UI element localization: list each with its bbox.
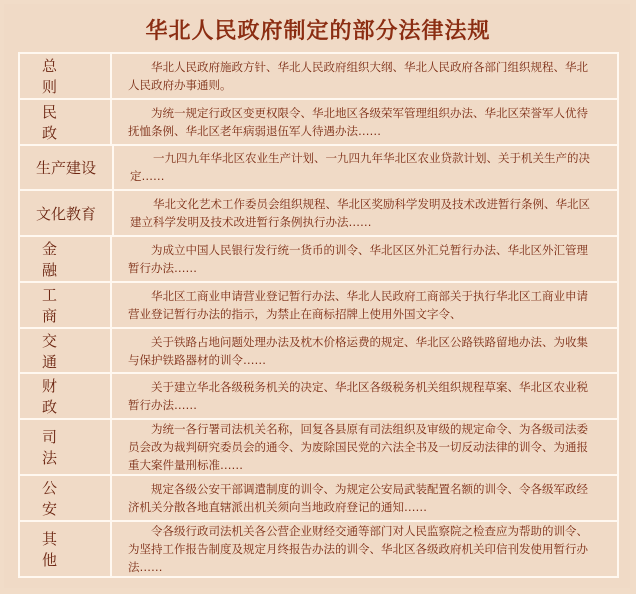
category-label: 财政	[20, 374, 112, 418]
page-title: 华北人民政府制定的部分法律法规	[145, 19, 491, 44]
category-label: 司法	[20, 420, 112, 474]
category-label: 文化教育	[20, 191, 114, 235]
law-list-text: 一九四九年华北区农业生产计划、一九四九年华北区农业贷款计划、关于机关生产的决定……	[130, 151, 590, 184]
table-row	[20, 189, 617, 235]
table-row	[20, 54, 617, 98]
category-label: 总则	[20, 54, 112, 98]
table-row	[20, 98, 617, 144]
table-row	[20, 144, 617, 190]
law-list-text: 华北文化艺术工作委员会组织规程、华北区奖励科学发明及技术改进暂行条例、华北区建立科学发明及技术改进暂行条例执行办法……	[130, 197, 590, 230]
table-row	[20, 474, 617, 520]
category-label: 交通	[20, 329, 112, 373]
law-list-text: 令各级行政司法机关各公营企业财经交通等部门对人民监察院之检查应为帮助的训令、为坚持工作报告制度及规定月终报告办法的训令、华北区各级政府机关印信刊发使用暂行办法……	[128, 524, 588, 575]
law-list-text: 为成立中国人民银行发行统一货币的训令、华北区区外汇兑暂行办法、华北区外汇管理暂行办法……	[128, 243, 588, 276]
law-list-text: 规定各级公安干部调遣制度的训令、为规定公安局武装配置名额的训令、令各级军政经济机关分散各地直辖派出机关须向当地政府登记的通知……	[128, 482, 588, 515]
law-table	[18, 52, 619, 578]
category-label: 工商	[20, 283, 112, 327]
law-list-text: 关于建立华北各级税务机关的决定、华北区各级税务机关组织规程草案、华北区农业税暂行办法……	[128, 380, 588, 413]
table-row	[20, 281, 617, 327]
table-row	[20, 235, 617, 281]
table-row	[20, 327, 617, 373]
category-label: 其他	[20, 522, 112, 576]
category-label: 民政	[20, 100, 112, 144]
law-list-text: 为统一各行署司法机关名称，回复各县原有司法组织及审级的规定命令、为各级司法委员会改为裁判研究委员会的通令、为废除国民党的六法全书及一切反动法律的训令、为通报重大案件量刑标准……	[128, 422, 588, 473]
category-label: 生产建设	[20, 146, 114, 190]
category-label: 公安	[20, 476, 112, 520]
law-list-text: 为统一规定行政区变更权限令、华北地区各级荣军管理组织办法、华北区荣誉军人优待抚恤条例、华北区老年病弱退伍军人待遇办法……	[128, 105, 588, 138]
category-label: 金融	[20, 237, 112, 281]
table-row	[20, 520, 617, 576]
law-list-text: 华北人民政府施政方针、华北人民政府组织大纲、华北人民政府各部门组织规程、华北人民政府办事通则。	[128, 59, 588, 92]
law-list-text: 关于铁路占地问题处理办法及枕木价格运费的规定、华北区公路铁路留地办法、为收集与保护铁路器材的训令……	[128, 334, 588, 367]
law-list-text: 华北区工商业申请营业登记暂行办法、华北人民政府工商部关于执行华北区工商业申请营业登记暂行办法的指示，为禁止在商标招牌上使用外国文字令、	[128, 288, 588, 321]
table-row	[20, 372, 617, 418]
table-row	[20, 418, 617, 474]
